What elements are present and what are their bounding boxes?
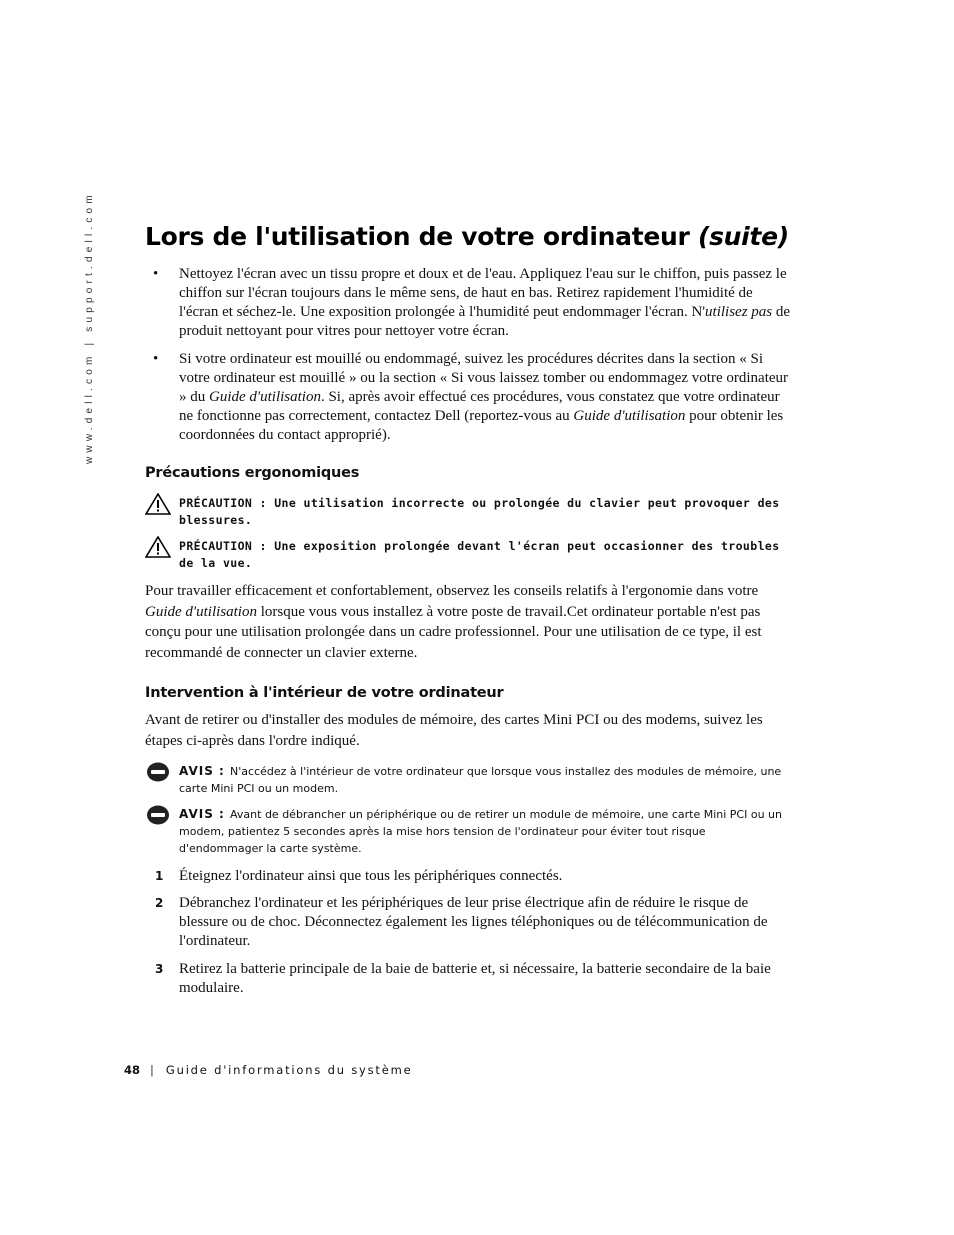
footer-separator: | xyxy=(150,1063,154,1077)
avis-label: AVIS : xyxy=(179,764,231,778)
caution-label: PRÉCAUTION : xyxy=(179,539,275,553)
caution-notice xyxy=(145,495,785,529)
avis-notice xyxy=(145,763,785,797)
step-text: Éteignez l'ordinateur ainsi que tous les périphériques connectés. xyxy=(179,868,563,884)
step-number: 3 xyxy=(155,962,164,976)
footer-doc-title: Guide d'informations du système xyxy=(165,1063,413,1077)
stop-hand-icon xyxy=(145,804,171,826)
avis-notice xyxy=(145,806,785,857)
bullet-text: Si votre ordinateur est mouillé ou endommagé, suivez les procédures décrites dans la section « Si votre ordinateur est mouillé » ou la section « Si vous laissez tomber ou endommagez votre ordinateur » du xyxy=(179,351,789,405)
paragraph-emphasis: Guide d'utilisation xyxy=(145,603,257,620)
bullet-item xyxy=(153,265,791,341)
page-title xyxy=(145,222,789,251)
warning-triangle-icon xyxy=(145,536,171,558)
step-text: Débranchez l'ordinateur et les périphériques de leur prise électrique afin de réduire le risque de blessure ou de choc. Déconnectez également les lignes téléphoniques ou de télécommunication de l'ordinateur. xyxy=(179,895,768,949)
step-number: 2 xyxy=(155,896,164,910)
bullet-text: . Si, après avoir effectué ces procédures, vous constatez que votre ordinateur ne fonctionne pas correctement, contactez Dell (reportez-vous au xyxy=(179,389,780,424)
bullet-text: pour obtenir les coordonnées du contact approprié). xyxy=(179,408,784,443)
bullet-item xyxy=(153,350,791,445)
step-number: 1 xyxy=(155,869,164,883)
avis-text: Avant de débrancher un périphérique ou de retirer un module de mémoire, une carte Mini PCI ou un modem, patientez 5 secondes après la mise hors tension de l'ordinateur pour éviter tout risque d'endommager la carte système. xyxy=(179,808,782,855)
paragraph-text: lorsque vous vous installez à votre poste de travail.Cet ordinateur portable n'est pas conçu pour une utilisation prolongée dans un cadre professionnel. Pour une utilisation de ce type, il est recommandé de connecter un clavier externe. xyxy=(145,603,762,661)
step-item xyxy=(155,894,793,951)
paragraph-text: Pour travailler efficacement et confortablement, observez les conseils relatifs à l'ergonomie dans votre xyxy=(145,583,759,599)
section-heading-ergonomics: Précautions ergonomiques xyxy=(145,465,360,481)
page-footer xyxy=(124,1063,413,1077)
page-number: 48 xyxy=(124,1063,141,1077)
title-main: Lors de l'utilisation de votre ordinateur xyxy=(145,222,698,251)
intro-paragraph: Avant de retirer ou d'installer des modules de mémoire, des cartes Mini PCI ou des modems, suivez les étapes ci-après dans l'ordre indiqué. xyxy=(145,712,763,749)
bullet-marker: • xyxy=(153,351,159,367)
caution-text: Une exposition prolongée devant l'écran peut occasionner des troubles de la vue. xyxy=(179,539,780,570)
bullet-marker: • xyxy=(153,266,159,282)
avis-label: AVIS : xyxy=(179,807,231,821)
stop-hand-icon xyxy=(145,761,171,783)
section-heading-inside-computer: Intervention à l'intérieur de votre ordinateur xyxy=(145,685,504,701)
avis-text: N'accédez à l'intérieur de votre ordinateur que lorsque vous installez des modules de mémoire, une carte Mini PCI ou un modem. xyxy=(179,765,782,795)
caution-text: Une utilisation incorrecte ou prolongée du clavier peut provoquer des blessures. xyxy=(179,496,780,527)
step-item xyxy=(155,867,799,886)
bullet-emphasis: utilisez pas xyxy=(705,304,773,320)
caution-notice xyxy=(145,538,785,572)
warning-triangle-icon xyxy=(145,493,171,515)
caution-label: PRÉCAUTION : xyxy=(179,496,275,510)
step-text: Retirez la batterie principale de la baie de batterie et, si nécessaire, la batterie secondaire de la baie modulaire. xyxy=(179,961,771,996)
side-url: www.dell.com | support.dell.com xyxy=(84,191,95,464)
bullet-text: de produit nettoyant pour vitres pour nettoyer votre écran. xyxy=(179,304,791,339)
title-suffix: (suite) xyxy=(697,222,789,251)
ergonomics-paragraph xyxy=(145,581,795,663)
step-item xyxy=(155,960,775,998)
bullet-emphasis: Guide d'utilisation xyxy=(209,389,321,405)
bullet-emphasis: Guide d'utilisation xyxy=(573,408,686,424)
bullet-text: Nettoyez l'écran avec un tissu propre et doux et de l'eau. Appliquez l'eau sur le chiffon, puis passez le chiffon sur l'écran toujours dans le même sens, de haut en bas. Retirez rapidement l'humidité de l'écran et séchez-le. Une exposition prolongée à l'humidité peut endommager l'écran. N' xyxy=(179,266,787,320)
